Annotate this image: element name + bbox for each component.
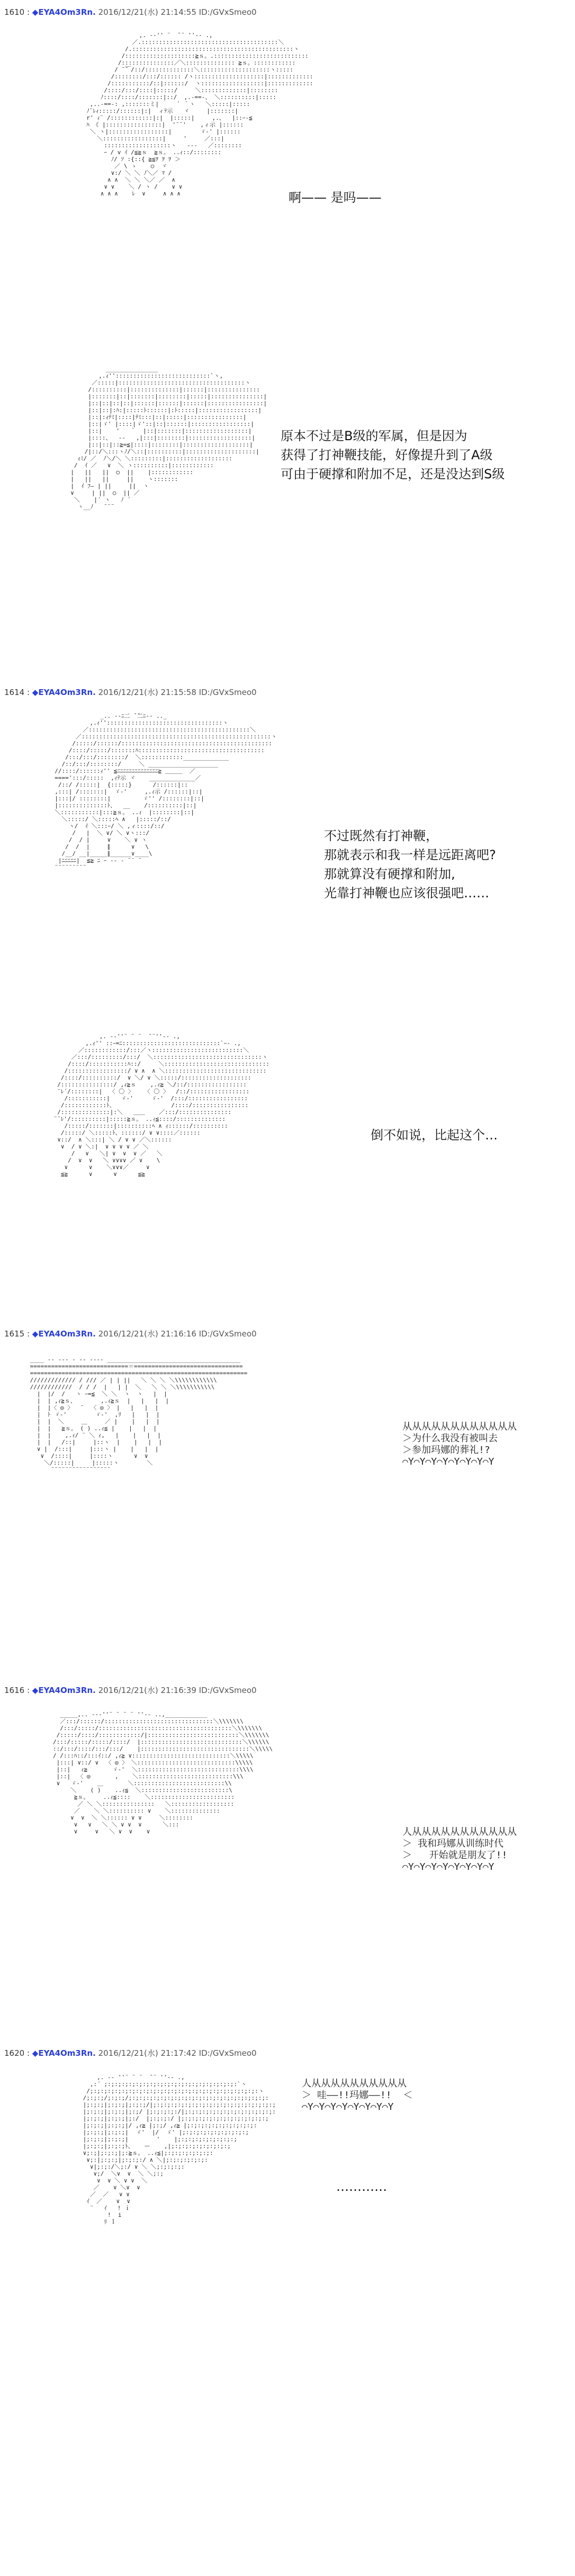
speech-bubble: 人从从从从从从从从从从 ＞ 哇——!!玛娜——!! ＜ ⌒Y⌒Y⌒Y⌒Y⌒Y⌒Y⌒Y⌒Y [302,2078,413,2113]
post-number: 1616 [4,1686,25,1695]
dialogue-line: ………… [336,2179,387,2194]
poster-name[interactable]: ◆EYA4Om3Rn. [32,7,96,17]
post-meta: 2016/12/21(水) 21:17:42 ID:/GVxSmeo0 [98,2048,257,2058]
dialogue-text [336,2177,387,2196]
ascii-art: ,. -‐'' ¨ ̄ ¨ ''‐- ., ／.:::::::::::::::::::::::::::::::::::::::＼ /.::::::::::::::::::::::::::::::::::::::::::::::ヽ /::::::::::::::::::::≧ｓ。.::::::::::::::::::::::::::: /:::::::::::::::／＼:::::::::::::: ≧ｓ。:::::::::::: / ̄ ̄￣/::/::::::::::::::＼::::::::::::::::::::ヽ::::: /::::::::/:::/:::::: /ヽ::::::::::::::::::::|::::::::::::: /:::::::::::/::|::::::/ ヽ::::::::::::::::::|::::::::::::: /::::/:::/::::|:::::/ ＼:::::::::::::|:::::::: ﾉ::::/::::/:::::::|::/ ,.-==-、 ＼::::::::::|::::: ,..-==-: ,:::::::ミ| ´ ｀ヽ ＼:::::|::::: ﾉ¨ﾚｨ:::::/::::::|:| ィﾃ示 ヾ |:::::::| r' ｨ¨ /::::::::::::|:| |:::::| ,.、 |::ｰ-≦ ﾊ 《 |::::::::::::::::| '¨¨' ,ィ示 |:::::: ＼ ヽ|:::::::::::::::::| ゞ-' |:::::: ＼:::::::::::::::::| ' ／:::| :::::::::::::::::::ヽ --- ／:::::::: ｰ / v ｲ /≦≧ｓ ≧ｓ。 ..ｨ::/:::::::: ﾉ/ ｿ :{::{ ≧≦ｦ ｦ ｦ ＞ ／ \ ゝ ○ ヾ ∨:/ ＼ ＼ ﾉ＼／ ﾏ / ∧ ∧ ＼ ＼ ＼／ ／ ∧ ∨ ∨ ＼ / ヽ / ∨ ∨ ∧ ∧ ∧ ﾚ ∨ ∧ ∧ ∧ [86,32,313,197]
dialogue-line: 获得了打神鞭技能，好像提升到了A级 [281,448,493,462]
ascii-art: ____ -- ‐‐‐ ‐ ‐‐ ---- ______________________________________ ============================＝=============================== ============================================================== ///////////// / /// ／ | | || ＼ ＼ ＼ ＼\\\\\\\\\\\\ //////////// / / / | | | ＼ ＼ ＼ ＼\\\\\\\\\\\ | |/ / ヽ ｰ=≦ ＼ ＼ ヽ ヽ | | | | ,ｨ≧ｓ、 ,.ｨ≧ｓ | | | | | |〈 ◎ 〉 ¨ 〈 ◎ 〉 | | | | | ﾄ ゞ-' ゞ-' ,ﾘ | | | | | ＼ ＿ ／ | | | | | | ≧ｓ。 ( ) ..ｨ≦ | | | | | | ,.ｨ/ ¨ ＼ ｨ, | | | | | | /::| |::ヽ | | | | ∨ | /:::| |:::ヽ | | | | ∨ /::::| |::::ヽ ∨ ∨ ＼/:::::| |:::::ヽ ＼ ¨¨¨¨¨¨¨¨¨¨¨¨¨¨¨¨¨ [30,1356,248,1473]
poster-name[interactable]: ◆EYA4Om3Rn. [32,1329,96,1339]
post-number: 1620 [4,2048,25,2058]
header-separator: : [26,688,32,697]
dialogue-text [371,1126,498,1145]
dialogue-line: 不过既然有打神鞭， [324,828,438,843]
poster-name[interactable]: ◆EYA4Om3Rn. [32,1686,96,1695]
dialogue-text [324,826,496,903]
dialogue-line: 那就表示和我一样是远距离吧? [324,848,496,862]
speech-bubble: 人从从从从从从从从从从从 ＞ 我和玛娜从训练时代 ＞ 开始就是朋友了!! ⌒Y⌒Y⌒Y⌒Y⌒Y⌒Y⌒Y⌒Y [402,1826,517,1873]
header-separator: : [26,1329,32,1339]
post-header [4,1328,257,1339]
post-number: 1614 [4,688,25,697]
post-header [4,1684,257,1696]
ascii-art: ,. -‐ ''¨ ¨ ¨ ̄ ¨ ''‐- ., ,:´ ;:;:;:;:;:;:;:;:;:;:;:;:;:;:;:;:;:;:;:`ヽ /;:;:;:;:;:;:;:;:;:;:;:;:;:;:;:;:;:;:;:;:;:;:;:;:ヽ /;:;:;/;:;:;/;:;:;:;:;:;:;:;:;:;:;:;:;:;:;:;:;:;:;:;: |;:;:;|;:;:;|;:;:;/|;:;:;:;:;:;:;:;:;:;:;:;:;:;:;:;:;:; |;:;:;|;:;:;|;:;/ |;:;:;:;:/|;:;:;:;:;:;:;:;:;:;:;:;:;: |;:;:;|;:;:;|;:/ |;:;:;:/ |;:;:;:;:;:;:;:;:;:;:;:;:; |;:;:;|;:;:;|/ ,ｨ≧ |;:;/ ,ｨ≧ |;:;:;:;:;:;:;:;:;:;: |;:;:;|;:;:;| ゞ' |/ ゞ' |;:;:;:;:;:;:;:;:;:; |;:;:;|;:;:;| ' |;:;:;:;:;:;:;:;:; |;:;:;|;:;:;ﾄ、 ー ,|;:;:;:;:;:;:;:;:; ∨;:;|;:;:;|;:≧ｓ。 ..ｨ≦|;:;:;:;:;:;:;: ∨;:|;:;:;|;:;:;:/ ∧ ＼|;:;:;:;:;:;: ∨|;:;:/＼;:/ ∨ ＼ ＼;:;:;:;: ∨;/ ＼∨ ∨ ＼ ＼;:; ∨ ∨ ＼ ∨ ∨ ＼ ／ ∨ ＼∨ ∨ ／ ／ ∨ ∨ ｲ ／ ∨ ∨ ¨ ｲ ! ｉ ! i ﾘ ｌ [83,2074,276,2225]
header-separator: : [26,1686,32,1695]
speech-bubble: 从从从从从从从从从从从从 ＞为什么我没有被叫去 ＞参加玛娜的葬礼!? ⌒Y⌒Y⌒Y⌒Y⌒Y⌒Y⌒Y⌒Y [402,1421,517,1467]
dialogue-line: 啊—— 是吗—— [289,190,382,205]
header-separator: : [26,7,32,17]
post-number: 1615 [4,1329,25,1339]
dialogue-line: 可由于硬撑和附加不足，还是没达到S级 [281,467,505,482]
post-meta: 2016/12/21(水) 21:16:16 ID:/GVxSmeo0 [98,1329,257,1339]
post-header [4,687,257,698]
dialogue-text [281,426,505,484]
post-header [4,6,257,17]
post-header [4,2047,257,2058]
post-meta: 2016/12/21(水) 21:15:58 ID:/GVxSmeo0 [98,688,257,697]
ascii-art: _______________ ,.ｨ'':::::::::::::::::::::::::::`ヽ, ／:::::|::::::::::::::::::::::::::::::::::::ヽ /::::::::::|::::::::::::::|::::::|::::::::::::::: |:::::::|::|:::::::|::::::::|:::::|:::::::::::::::| |::|::|::|::|::::::|::::::|::::::|::::::::::::::::| |::|::|:ﾊ:|:::::ﾄ::::::|:ﾄ:::::|:::::::::::::::::| |::|:ｨﾃﾐ|::::|ﾃﾐ:::|::|:::::|::::::::::::::::| |::|ゞ' |::::|ゞ'::|::|::::::|:::::::::::::::::| |::| ' ｀ |::|:::::::|::::::::::::::::::| |::::、 -‐ ,|:::|::::::::|::::::::::::::::::| |::|::|::≧=≦|::::|::::::::|:::::::::::::::::::| /|::/＼:::ヽﾉ/＼::|::::::::::|::::::::::::::::::::| ｨﾐ/ ／ ﾉ＼/＼ ＼:::::::::|::::::::::::::::::: / ｲ ／ ∨ ＼ ヽ::::::::::|:::::::::::: | || || ○ || |:::::::::::: | || || || ヽ::::::: | ｲ ﾌ― | || || ヽ ∨ | || ○ || ／ ＼ |´ ヽ ﾉ ´ ヽ__ﾉ ¨¨¨ [70,366,267,510]
poster-name[interactable]: ◆EYA4Om3Rn. [32,2048,96,2058]
ascii-art: ,. -‐''¨ ¨ ¨ ̄ ¨''‐- ., ,.ｨ'' ::ｰ=ﾆ::::::::::::::::::::::::::::`ｰ- ., ／::::::::::::/:::／ヽ::::::::::::::::::::::::::＼ ／:::/:::::::::/:::/ ＼:::::::::::::::::::::::::::::::ヽ /::::/:::::::::::ﾊ::/ ＼:::::::::::::::::::::::::::::: /:::::::::::::::::/ ∨ ∧ ∧ ＼::::::::::::::::::::::::::::: /::::/::::::::::/ ∨ ＼/ ∨ ＼:::::/:::::::::::::::::::: /:::::::::::::::/ ,ｨ≧ｓ ,.ｨ≧ ＼/::/::::::::::::::::: ¨ﾚ´/::::::::| 〈 〇 〉 〈 〇 〉 /::/::::::::::::::::: /:::::::::::| ゞ-' ゞ-' /:::/::::::::::::::::: /::::::::::::ﾄ、 /::::/:::::::::::::::: /::::::::::::::|:＼ ＿＿ ／:::/::::::::::::::: ¨¨ﾚ'/::::::::::|:::::≧ｓ。 ..ｨ≦::::/:::::::::::::: /:::::/:::::::|::::::::::ﾍ ∧ ｨ::::::/:::::::::: /:::::/ ＼:::::ﾄ、::::::/ ∨ ∨::::／:::::: ∨::/ ∧ ＼:::| ＼ / ∨ ∨ ／＼:::::: ∨ / ∨ ＼:| ∨ ∨ ∨ ∨ ／ ＼ / ∨ ＼| ∨ ∨ ∨ ／ ＼ / ∨ ∨ ＼ ∨∨∨∨ ／ ∨ \ ∨ ∨ ＼∨∨∨／ ∨ ≦≧ ∨ ∨ ≦≧ [53,1033,269,1178]
dialogue-line: 倒不如说，比起这个… [371,1128,498,1143]
dialogue-line: 原本不过是B级的军属，但是因为 [281,429,468,443]
post-number: 1610 [4,7,25,17]
post-meta: 2016/12/21(水) 21:16:39 ID:/GVxSmeo0 [98,1686,257,1695]
header-separator: : [26,2048,32,2058]
post-meta: 2016/12/21(水) 21:14:55 ID:/GVxSmeo0 [98,7,257,17]
dialogue-line: 光靠打神鞭也应该很强吧…… [324,886,489,901]
ascii-art: _____,.. -‐‐''¨ ¨ ¨ ¨ ''‐- ..,____________ ／:::/::::::/:::::::::::::::::::::::::::::::＼\\\\\\\ /:::/:::::/::::::::::::::::::::::::::::::::::::::＼\\\\\\\ /:::::/::::/::::::::::::/|::::::::::::::::::::::::::＼\\\\\\\ /:::/:::::/:::::/::::/ |:::::::::::::::::::::::::::::＼\\\\\\ ::/:::/::::/:::/:::/ |:::::::::::::::::::::::::::::::＼\\\\\ / /:::ﾊ::/:::ｲ::/ ,ｨ≧ ∨::::::::::::::::::::::::::::＼\\\\\ |:::| ∨::/ ∨ 〈 ◎ 〉 ＼::::::::::::::::::::::::::::\\\\\ |::| ｨ≧ ゞ-' ＼:::::::::::::::::::::::::::::\\\\ |::| 〈 ◎ , ＼:::::::::::::::::::::::::::\\\ ∨ ゞ-' ＿ ＼::::::::::::::::::::::::::\\ ＼ ( ) ..ｨ≦ ＼:::::::::::::::::::::::::\ ≧ｓ。 ..ｨ≦:::: ＼:::::::::::::::::::::::: ／ ＼ ＼::::::::::::::: ＼:::::::::::::::::: ／ ＼ ＼:::::::::: ∨ ＼:::::::::::::: ∨ ∨ ＼ ＼:::::: ∨ ∨ ＼:::::::: ∨ ∨ ＼ ＼ ∨ ∨ ∨ ＼::: ∨ ∨ ＼ ∨ ∨ ∨ [53,1711,273,1835]
dialogue-line: 那就算没有硬撑和附加, [324,867,455,881]
ascii-art: _.. -‐ﾆ二 ̄ ̄二ﾆ‐- .._ ,.ｨ'':::::::::::::::::::::::::::::::::ヽ ／::::::::::::::::::::::::::::::::::::::::::::::＼ ／::::::::::::::::::::::::::::::::::::::::::::::::::::::ヽ /:::::/::::::/::::::::::::::::::::::::::::::::::::::::::: /::::/:::::/:::::::ﾊ:::::::::::::::::::::::::::::::::::: /:::/:::/::::::::/ ＼::::::::::::_____________ /::/:::/::::::::/ ＼ ____________________ //::::/::::::ｨ'' ≦ﾆﾆﾆﾆﾆﾆﾆﾆﾆﾆﾆﾆﾆﾆ≧ ＿＿＿ ／ ====':::/::::: ,ｨﾃ示 ヾ _____________／ /::/ /:::::| {:::::} /::::::|:: ,:::| /:::::::| ゞ-' ,.ｨ示 /::::::|::| |:::|/ ::::::::| ゞ'' /::::::::|::| |::::::::::::::ﾄ、 __ /::::::::::|::| ＼:::::::::::|:::≧ｓ。 ..ｨ |::::::::|::| ＼:::::/ ＼:::::ﾍ ∧ |:::::/::/ ヽ/ ｲ ＼:::ｰ/ ＼ ,ィ::::/::/ / | ＼ ∨/ ＼ ∨ヽ:::/ / / | ∨ ＼ ∨ ヽ / / | ∥ ∨ \ /__/ __|_____∥______∨____\ |ﾆﾆﾆﾆﾆ| ≦≧ ﾆ ｰ -- ‐ ¨¨ ¨ ¨¨¨¨¨¨¨¨¨ [55,712,277,871]
dialogue-text [289,188,382,207]
poster-name[interactable]: ◆EYA4Om3Rn. [32,688,96,697]
